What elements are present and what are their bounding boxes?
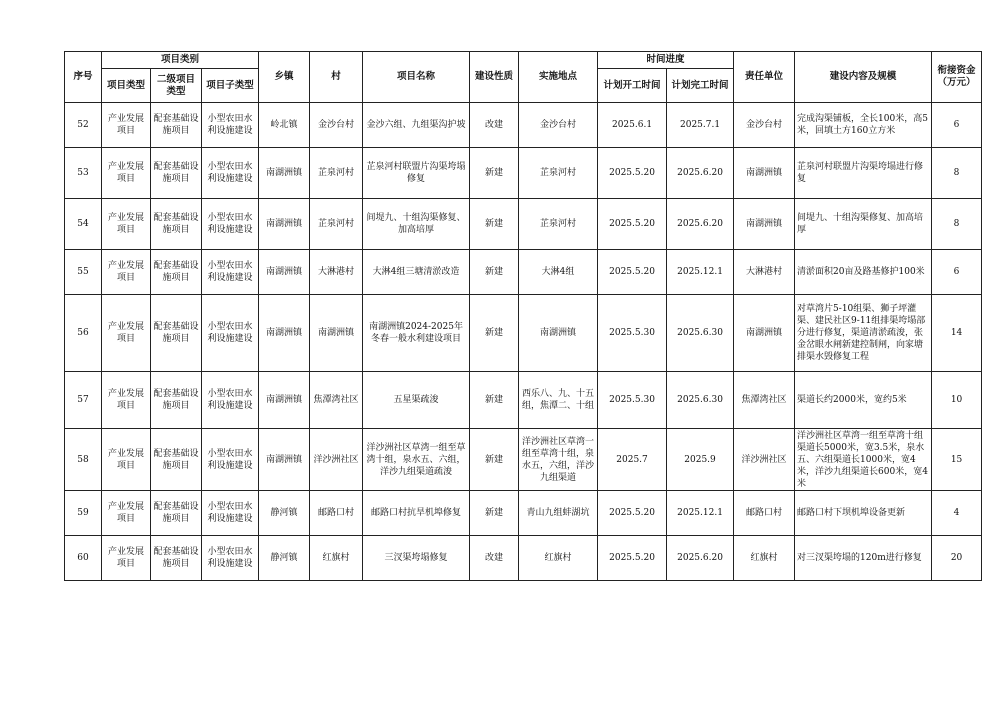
- header-seq: 序号: [65, 52, 102, 103]
- end-date-cell: 2025.12.1: [667, 491, 734, 536]
- header-unit: 责任单位: [734, 52, 795, 103]
- location-cell: 青山九组蚌湖坑: [519, 491, 598, 536]
- project-name-cell: 南湖洲镇2024-2025年冬春一般水利建设项目: [363, 295, 470, 372]
- table-row: [65, 429, 982, 491]
- location-cell: 芷泉河村: [519, 199, 598, 250]
- project-type-cell: 产业发展项目: [102, 103, 151, 148]
- project-name-cell: 大淋4组三塘清淤改造: [363, 250, 470, 295]
- village-cell: 红旗村: [310, 536, 363, 581]
- start-date-cell: 2025.5.20: [598, 148, 667, 199]
- header-category-group: 项目类别: [102, 52, 259, 69]
- seq-cell: 60: [65, 536, 102, 581]
- secondary-type-cell: 配套基础设施项目: [151, 103, 202, 148]
- project-type-cell: 产业发展项目: [102, 148, 151, 199]
- header-funds: 衔接资金（万元）: [932, 52, 982, 103]
- start-date-cell: 2025.5.20: [598, 199, 667, 250]
- seq-cell: 52: [65, 103, 102, 148]
- unit-cell: 南湖洲镇: [734, 148, 795, 199]
- table-row: [65, 536, 982, 581]
- nature-cell: 改建: [470, 536, 519, 581]
- end-date-cell: 2025.6.20: [667, 536, 734, 581]
- start-date-cell: 2025.5.20: [598, 536, 667, 581]
- sub-type-cell: 小型农田水利设施建设: [202, 491, 259, 536]
- secondary-type-cell: 配套基础设施项目: [151, 429, 202, 491]
- sub-type-cell: 小型农田水利设施建设: [202, 429, 259, 491]
- unit-cell: 南湖洲镇: [734, 295, 795, 372]
- content-cell: 间堤九、十组沟渠修复、加高培厚: [795, 199, 932, 250]
- town-cell: 静河镇: [259, 536, 310, 581]
- table-row: [65, 372, 982, 429]
- sub-type-cell: 小型农田水利设施建设: [202, 250, 259, 295]
- seq-cell: 54: [65, 199, 102, 250]
- project-type-cell: 产业发展项目: [102, 429, 151, 491]
- header-village: 村: [310, 52, 363, 103]
- header-schedule-group: 时间进度: [598, 52, 734, 69]
- project-type-cell: 产业发展项目: [102, 250, 151, 295]
- end-date-cell: 2025.9: [667, 429, 734, 491]
- location-cell: 大淋4组: [519, 250, 598, 295]
- village-cell: 邮路口村: [310, 491, 363, 536]
- village-cell: 焦潭湾社区: [310, 372, 363, 429]
- town-cell: 南湖洲镇: [259, 250, 310, 295]
- location-cell: 南湖洲镇: [519, 295, 598, 372]
- village-cell: 芷泉河村: [310, 199, 363, 250]
- table-row: [65, 250, 982, 295]
- table-row: [65, 199, 982, 250]
- sub-type-cell: 小型农田水利设施建设: [202, 148, 259, 199]
- funds-cell: 15: [932, 429, 982, 491]
- end-date-cell: 2025.12.1: [667, 250, 734, 295]
- location-cell: 金沙台村: [519, 103, 598, 148]
- project-type-cell: 产业发展项目: [102, 536, 151, 581]
- unit-cell: 金沙台村: [734, 103, 795, 148]
- secondary-type-cell: 配套基础设施项目: [151, 148, 202, 199]
- secondary-type-cell: 配套基础设施项目: [151, 536, 202, 581]
- location-cell: 红旗村: [519, 536, 598, 581]
- town-cell: 南湖洲镇: [259, 295, 310, 372]
- secondary-type-cell: 配套基础设施项目: [151, 372, 202, 429]
- secondary-type-cell: 配套基础设施项目: [151, 250, 202, 295]
- seq-cell: 55: [65, 250, 102, 295]
- funds-cell: 6: [932, 103, 982, 148]
- end-date-cell: 2025.6.20: [667, 148, 734, 199]
- project-name-cell: 洋沙洲社区草湾一组至草湾十组，泉水五、六组，洋沙九组渠道疏浚: [363, 429, 470, 491]
- seq-cell: 58: [65, 429, 102, 491]
- content-cell: 渠道长约2000米，宽约5米: [795, 372, 932, 429]
- funds-cell: 8: [932, 199, 982, 250]
- town-cell: 南湖洲镇: [259, 372, 310, 429]
- project-type-cell: 产业发展项目: [102, 199, 151, 250]
- content-cell: 芷泉河村联盟片沟渠垮塌进行修复: [795, 148, 932, 199]
- town-cell: 南湖洲镇: [259, 429, 310, 491]
- funds-cell: 8: [932, 148, 982, 199]
- header-content: 建设内容及规模: [795, 52, 932, 103]
- header-end: 计划完工时间: [667, 69, 734, 103]
- content-cell: 洋沙洲社区草湾一组至草湾十组渠道长5000米，宽3.5米，泉水五、六组渠道长1000米，宽4米，洋沙九组渠道长600米，宽4米: [795, 429, 932, 491]
- project-name-cell: 金沙六组、九组渠沟护坡: [363, 103, 470, 148]
- header-project-type: 项目类型: [102, 69, 151, 103]
- secondary-type-cell: 配套基础设施项目: [151, 199, 202, 250]
- secondary-type-cell: 配套基础设施项目: [151, 295, 202, 372]
- town-cell: 南湖洲镇: [259, 148, 310, 199]
- village-cell: 洋沙洲社区: [310, 429, 363, 491]
- village-cell: 金沙台村: [310, 103, 363, 148]
- start-date-cell: 2025.5.30: [598, 295, 667, 372]
- project-name-cell: 芷泉河村联盟片沟渠垮塌修复: [363, 148, 470, 199]
- nature-cell: 新建: [470, 295, 519, 372]
- town-cell: 岭北镇: [259, 103, 310, 148]
- unit-cell: 红旗村: [734, 536, 795, 581]
- nature-cell: 新建: [470, 148, 519, 199]
- end-date-cell: 2025.6.30: [667, 295, 734, 372]
- funds-cell: 20: [932, 536, 982, 581]
- header-project-name: 项目名称: [363, 52, 470, 103]
- funds-cell: 4: [932, 491, 982, 536]
- content-cell: 完成沟渠铺板，全长100米，高5米，回填土方160立方米: [795, 103, 932, 148]
- seq-cell: 59: [65, 491, 102, 536]
- start-date-cell: 2025.6.1: [598, 103, 667, 148]
- header-town: 乡镇: [259, 52, 310, 103]
- unit-cell: 邮路口村: [734, 491, 795, 536]
- nature-cell: 新建: [470, 250, 519, 295]
- content-cell: 清淤面积20亩及路基修护100米: [795, 250, 932, 295]
- village-cell: 南湖洲镇: [310, 295, 363, 372]
- header-start: 计划开工时间: [598, 69, 667, 103]
- table-row: [65, 103, 982, 148]
- project-name-cell: 五星渠疏浚: [363, 372, 470, 429]
- unit-cell: 洋沙洲社区: [734, 429, 795, 491]
- content-cell: 邮路口村下坝机埠设备更新: [795, 491, 932, 536]
- nature-cell: 新建: [470, 491, 519, 536]
- location-cell: 芷泉河村: [519, 148, 598, 199]
- nature-cell: 新建: [470, 199, 519, 250]
- project-name-cell: 间堤九、十组沟渠修复、加高培厚: [363, 199, 470, 250]
- header-secondary-type: 二级项目类型: [151, 69, 202, 103]
- town-cell: 南湖洲镇: [259, 199, 310, 250]
- unit-cell: 南湖洲镇: [734, 199, 795, 250]
- secondary-type-cell: 配套基础设施项目: [151, 491, 202, 536]
- end-date-cell: 2025.7.1: [667, 103, 734, 148]
- header-nature: 建设性质: [470, 52, 519, 103]
- location-cell: 西乐八、九、十五组，焦潭二、十组: [519, 372, 598, 429]
- seq-cell: 57: [65, 372, 102, 429]
- content-cell: 对三汊渠垮塌的120m进行修复: [795, 536, 932, 581]
- table-body: [65, 103, 982, 581]
- sub-type-cell: 小型农田水利设施建设: [202, 103, 259, 148]
- funds-cell: 14: [932, 295, 982, 372]
- seq-cell: 53: [65, 148, 102, 199]
- header-sub-type: 项目子类型: [202, 69, 259, 103]
- unit-cell: 大淋港村: [734, 250, 795, 295]
- location-cell: 洋沙洲社区草湾一组至草湾十组，泉水五，六组，洋沙九组渠道: [519, 429, 598, 491]
- village-cell: 芷泉河村: [310, 148, 363, 199]
- table-row: [65, 491, 982, 536]
- sub-type-cell: 小型农田水利设施建设: [202, 372, 259, 429]
- end-date-cell: 2025.6.20: [667, 199, 734, 250]
- project-type-cell: 产业发展项目: [102, 491, 151, 536]
- unit-cell: 焦潭湾社区: [734, 372, 795, 429]
- seq-cell: 56: [65, 295, 102, 372]
- end-date-cell: 2025.6.30: [667, 372, 734, 429]
- start-date-cell: 2025.5.30: [598, 372, 667, 429]
- start-date-cell: 2025.7: [598, 429, 667, 491]
- header-location: 实施地点: [519, 52, 598, 103]
- start-date-cell: 2025.5.20: [598, 250, 667, 295]
- project-type-cell: 产业发展项目: [102, 295, 151, 372]
- start-date-cell: 2025.5.20: [598, 491, 667, 536]
- table-row: [65, 295, 982, 372]
- sub-type-cell: 小型农田水利设施建设: [202, 536, 259, 581]
- project-table: [64, 51, 982, 581]
- nature-cell: 新建: [470, 372, 519, 429]
- funds-cell: 6: [932, 250, 982, 295]
- table-row: [65, 148, 982, 199]
- project-type-cell: 产业发展项目: [102, 372, 151, 429]
- project-name-cell: 邮路口村抗旱机埠修复: [363, 491, 470, 536]
- nature-cell: 新建: [470, 429, 519, 491]
- nature-cell: 改建: [470, 103, 519, 148]
- funds-cell: 10: [932, 372, 982, 429]
- sub-type-cell: 小型农田水利设施建设: [202, 295, 259, 372]
- town-cell: 静河镇: [259, 491, 310, 536]
- content-cell: 对草湾片5-10组渠、狮子坪灌渠、建民社区9-11组排渠垮塌部分进行修复，渠道清淤疏浚，张金岔眼水闸新建控制闸，向家塘排渠水毁修复工程: [795, 295, 932, 372]
- village-cell: 大淋港村: [310, 250, 363, 295]
- project-name-cell: 三汊渠垮塌修复: [363, 536, 470, 581]
- sub-type-cell: 小型农田水利设施建设: [202, 199, 259, 250]
